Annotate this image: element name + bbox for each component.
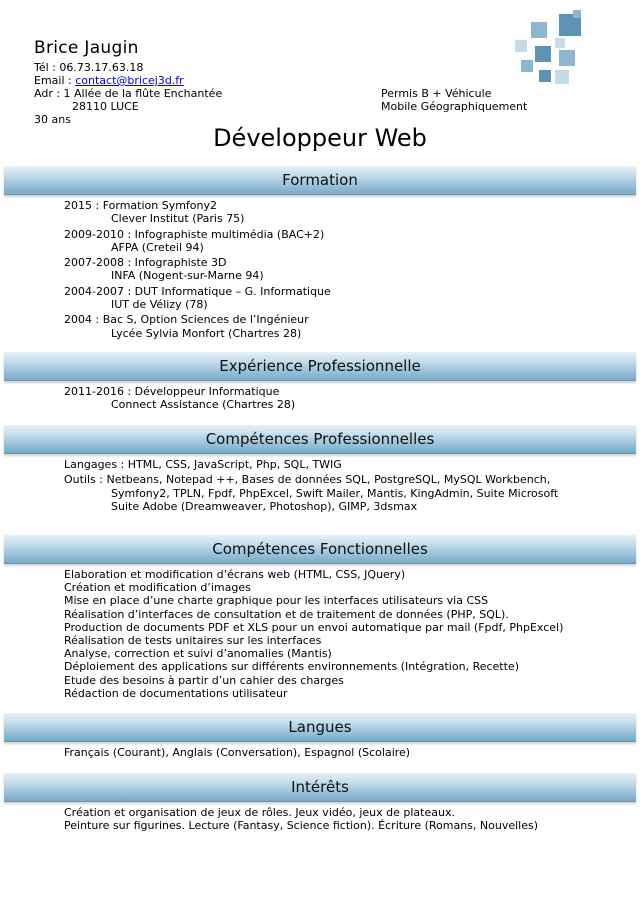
page-title: Développeur Web xyxy=(213,124,427,152)
interests-line-1: Création et organisation de jeux de rôles. Jeux vidéo, jeux de plateaux. xyxy=(64,806,455,819)
address-line-1: Adr : 1 Allée de la flûte Enchantée xyxy=(34,87,223,100)
list-item: Elaboration et modification d’écrans web (HTML, CSS, JQuery) xyxy=(64,568,406,581)
list-item: Rédaction de documentations utilisateur xyxy=(64,686,288,700)
mobility: Mobile Géographiquement xyxy=(381,100,528,113)
age: 30 ans xyxy=(34,113,71,126)
list-item xyxy=(64,228,331,255)
list-item xyxy=(64,256,331,283)
list-item: Production de documents PDF et XLS pour un envoi automatique par mail (Fpdf, PhpExcel) xyxy=(64,620,564,634)
tools-line-1: Outils : Netbeans, Notepad ++, Bases de données SQL, PostgreSQL, MySQL Workbench, xyxy=(64,473,551,487)
list-item: Analyse, correction et suivi d’anomalies (Mantis) xyxy=(64,647,332,661)
formation-school: IUT de Vélizy (78) xyxy=(111,298,208,312)
interests-list xyxy=(64,806,538,833)
list-item: Mise en place d’une charte graphique pour les interfaces utilisateurs via CSS xyxy=(64,594,489,608)
phone: Tél : 06.73.17.63.18 xyxy=(34,61,144,74)
driving-license: Permis B + Véhicule xyxy=(381,87,492,100)
list-item xyxy=(64,385,295,412)
formation-school: Clever Institut (Paris 75) xyxy=(111,212,245,226)
formation-line: 2004-2007 : DUT Informatique – G. Informatique xyxy=(64,284,331,298)
email-label: Email : xyxy=(34,74,76,87)
list-item xyxy=(64,199,331,226)
interests-line-2: Peinture sur figurines. Lecture (Fantasy, Science fiction). Écriture (Romans, Nouvelles) xyxy=(64,819,539,833)
list-item: Etude des besoins à partir d’un cahier des charges xyxy=(64,673,344,687)
list-item: Réalisation d’interfaces de consultation et de traitement de données (PHP, SQL). xyxy=(64,607,509,621)
list-item xyxy=(64,285,331,312)
email-link[interactable]: contact@bricej3d.fr xyxy=(75,74,184,87)
formation-school: AFPA (Creteil 94) xyxy=(111,240,204,254)
languages-skills: Langages : HTML, CSS, JavaScript, Php, SQL, TWIG xyxy=(64,458,342,471)
experience-list xyxy=(64,385,295,414)
squares-logo-icon xyxy=(515,10,585,90)
formation-list xyxy=(64,199,331,342)
formation-school: INFA (Nogent-sur-Marne 94) xyxy=(111,269,264,283)
tools-line-3: Suite Adobe (Dreamweaver, Photoshop), GIMP, 3dsmax xyxy=(111,499,418,513)
competences-fonc-list xyxy=(64,568,563,700)
list-item: Création et modification d’images xyxy=(64,581,251,595)
competences-pro-list xyxy=(64,458,558,513)
section-header-langues: Langues xyxy=(4,713,636,742)
list-item xyxy=(64,313,331,340)
section-header-interets: Intérêts xyxy=(4,773,636,802)
section-header-experience: Expérience Professionnelle xyxy=(4,352,636,381)
languages-text: Français (Courant), Anglais (Conversation), Espagnol (Scolaire) xyxy=(64,746,411,759)
formation-line: 2009-2010 : Infographiste multimédia (BAC+2) xyxy=(64,227,325,241)
experience-line: 2011-2016 : Développeur Informatique xyxy=(64,385,280,398)
list-item: Réalisation de tests unitaires sur les interfaces xyxy=(64,634,322,648)
formation-line: 2015 : Formation Symfony2 xyxy=(64,199,218,212)
section-header-formation: Formation xyxy=(4,166,636,195)
section-header-competences-pro: Compétences Professionnelles xyxy=(4,425,636,454)
email-line xyxy=(34,74,184,87)
candidate-name: Brice Jaugin xyxy=(34,38,139,58)
experience-company: Connect Assistance (Chartres 28) xyxy=(111,398,296,412)
formation-line: 2007-2008 : Infographiste 3D xyxy=(64,256,227,270)
list-item: Déploiement des applications sur différents environnements (Intégration, Recette) xyxy=(64,660,519,674)
formation-line: 2004 : Bac S, Option Sciences de l’Ingénieur xyxy=(64,313,309,327)
address-line-2: 28110 LUCE xyxy=(72,100,139,113)
section-header-competences-fonc: Compétences Fonctionnelles xyxy=(4,535,636,564)
tools-line-2: Symfony2, TPLN, Fpdf, PhpExcel, Swift Mailer, Mantis, KingAdmin, Suite Microsoft xyxy=(111,486,559,500)
formation-school: Lycée Sylvia Monfort (Chartres 28) xyxy=(111,326,302,340)
